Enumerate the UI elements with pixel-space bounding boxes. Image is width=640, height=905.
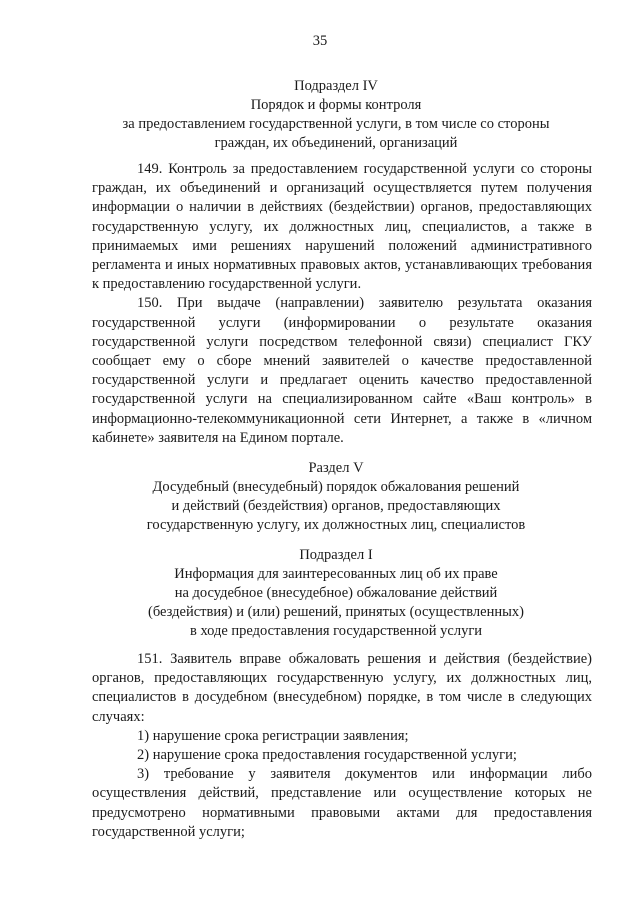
- section-5-title-line: Досудебный (внесудебный) порядок обжалования решений: [152, 479, 520, 495]
- subsection-1-label: Подраздел I: [299, 547, 373, 563]
- section-5-label: Раздел V: [308, 460, 364, 476]
- section-5-title-line: и действий (бездействия) органов, предоставляющих: [171, 498, 501, 514]
- paragraph-151: 151. Заявитель вправе обжаловать решения и действия (бездействие) органов, предоставляющих государственную услугу, их должностных лиц, специалистов в досудебном (внесудебном) порядке, в том числе в следующих случаях:: [92, 651, 592, 725]
- subsection-4-title-line: граждан, их объединений, организаций: [214, 135, 458, 151]
- subsection-1-title-line: (бездействия) и (или) решений, принятых (осуществленных): [148, 604, 524, 620]
- subsection-1-title-line: Информация для заинтересованных лиц об их праве: [174, 566, 498, 582]
- appeal-paragraphs: [92, 650, 592, 842]
- control-paragraphs: [92, 160, 592, 448]
- list-item: 3) требование у заявителя документов или информации либо осуществления действий, представление или осуществление которых не предусмотрено нормативными правовыми актами для предоставления государственной услуги;: [92, 766, 592, 840]
- paragraph-149: 149. Контроль за предоставлением государственной услуги со стороны граждан, их объединений и организаций осуществляется путем получения информации о наличии в действиях (бездействии) органов, предоставляющих государственную услугу, их должностных лиц, специалистов, а также в принимаемых ими решениях нарушений положений административного регламента и иных нормативных правовых актов, устанавливающих требования к предоставлению государственной услуги.: [92, 161, 592, 293]
- subsection-4-title-line: за предоставлением государственной услуги, в том числе со стороны: [122, 116, 550, 132]
- page-number: 35: [312, 33, 328, 49]
- subsection-4-title-line: Порядок и формы контроля: [250, 97, 422, 113]
- list-item: 2) нарушение срока предоставления государственной услуги;: [137, 747, 517, 764]
- section-5-heading: [80, 459, 592, 535]
- subsection-1-title-line: на досудебное (внесудебное) обжалование действий: [174, 585, 498, 601]
- section-5-title-line: государственную услугу, их должностных лиц, специалистов: [146, 517, 526, 533]
- paragraph-150: 150. При выдаче (направлении) заявителю результата оказания государственной услуги (информировании о результате оказания государственной услуги посредством телефонной связи) специалист ГКУ сообщает ему о сборе мнений заявителей о качестве предоставленной государственной услуги и предлагает оценить качество предоставленной государственной услуги на специализированном сайте «Ваш контроль» в информационно-телекоммуникационной сети Интернет, а также в «личном кабинете» заявителя на Едином портале.: [92, 295, 592, 446]
- list-item: 1) нарушение срока регистрации заявления;: [137, 727, 409, 744]
- subsection-1-heading: [80, 546, 592, 641]
- subsection-1-title-line: в ходе предоставления государственной услуги: [189, 623, 483, 639]
- subsection-4-label: Подраздел IV: [294, 78, 378, 94]
- subsection-4-heading: [80, 77, 592, 153]
